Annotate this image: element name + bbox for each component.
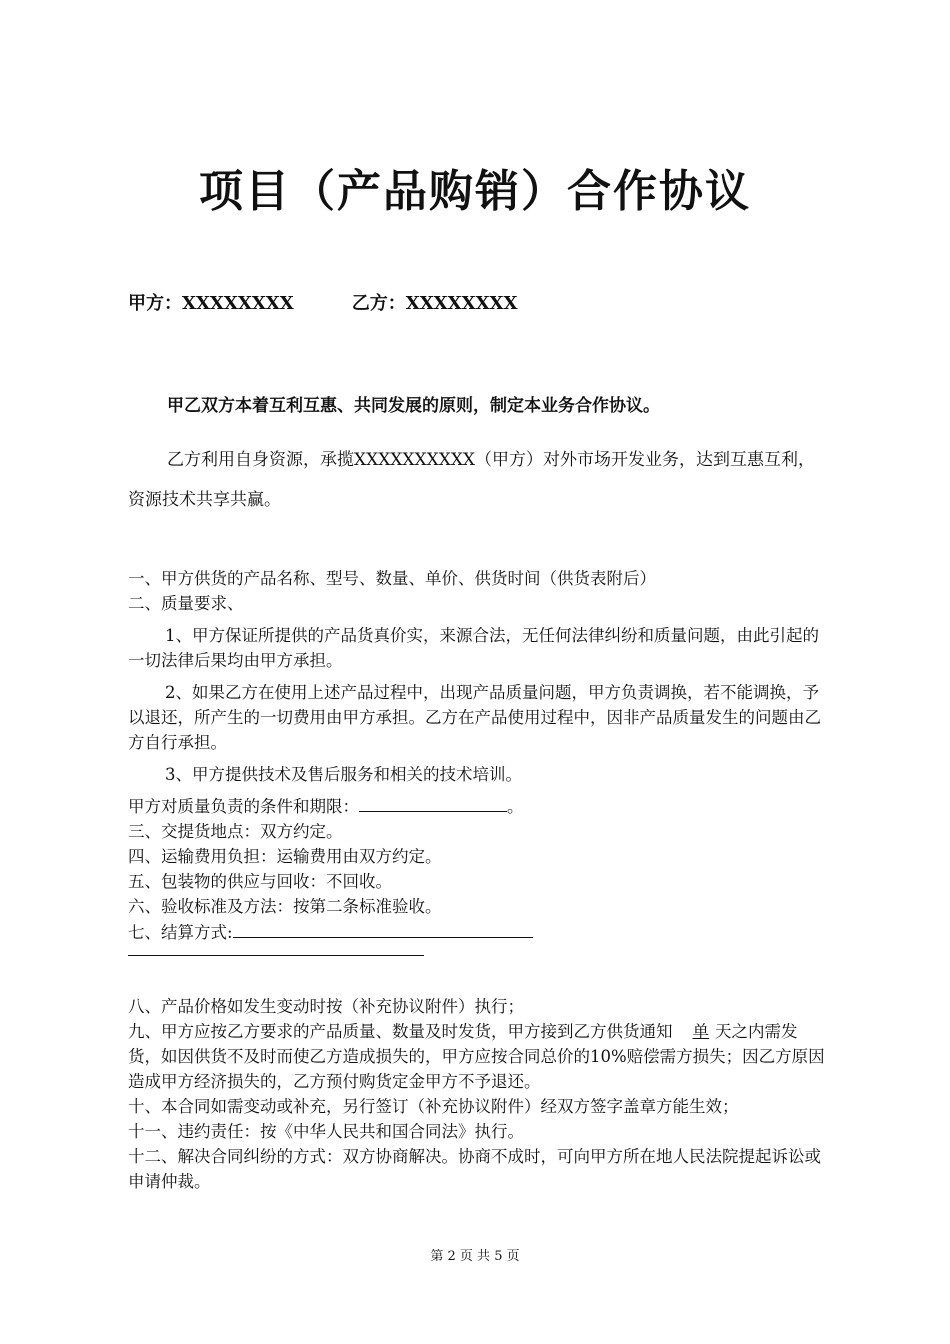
clause-5: 五、包装物的供应与回收：不回收。 <box>128 872 392 891</box>
clause-10: 十、本合同如需变动或补充，另行签订（补充协议附件）经双方签字盖章方能生效； <box>128 1097 739 1116</box>
clause-9-rest: 天之内需发货，如因供货不及时而使乙方造成损失的，甲方应按合同总价的10%赔偿需方损失；因乙方原因造成甲方经济损失的，乙方预付购货定金甲方不予退还。 <box>128 1022 825 1091</box>
clause-2-1: 1、甲方保证所提供的产品货真价实，来源合法，无任何法律纠纷和质量问题，由此引起的一切法律后果均由甲方承担。 <box>128 626 819 670</box>
clause-8: 八、产品价格如发生变动时按（补充协议附件）执行； <box>128 997 524 1016</box>
quality-terms-line <box>128 793 828 819</box>
clause-9 <box>128 1019 828 1094</box>
clause-11: 十一、违约责任：按《中华人民共和国合同法》执行。 <box>128 1122 524 1141</box>
clause-2-3: 3、甲方提供技术及售后服务和相关的技术培训。 <box>165 765 522 784</box>
clauses-section <box>128 566 828 1194</box>
clause-6: 六、验收标准及方法：按第二条标准验收。 <box>128 897 442 916</box>
clause-4: 四、运输费用负担：运输费用由双方约定。 <box>128 847 442 866</box>
page-footer: 第 2 页 共 5 页 <box>430 1249 520 1264</box>
quality-terms-suffix: 。 <box>507 797 524 816</box>
settlement-blank-continuation <box>128 945 424 956</box>
clause-7: 七、结算方式: <box>128 923 233 942</box>
intro-principle: 甲乙双方本着互利互惠、共同发展的原则，制定本业务合作协议。 <box>167 396 660 416</box>
parties-line <box>128 290 517 318</box>
intro-paragraph: 乙方利用自身资源，承揽XXXXXXXXXX（甲方）对外市场开发业务，达到互惠互利，资源技术共享共赢。 <box>128 450 816 510</box>
party-b: 乙方：XXXXXXXX <box>351 293 518 314</box>
settlement-blank <box>233 919 533 938</box>
quality-terms-label: 甲方对质量负责的条件和期限： <box>128 797 359 816</box>
party-a: 甲方：XXXXXXXX <box>128 293 294 314</box>
clause-2: 二、质量要求、 <box>128 594 244 613</box>
clause-9-text: 九、甲方应按乙方要求的产品质量、数量及时发货，甲方接到乙方供货通知 <box>128 1022 673 1041</box>
clause-7-line <box>128 919 828 945</box>
clause-1: 一、甲方供货的产品名称、型号、数量、单价、供货时间（供货表附后） <box>128 569 656 588</box>
quality-terms-blank <box>359 793 507 812</box>
clause-12: 十二、解决合同纠纷的方式：双方协商解决。协商不成时，可向甲方所在地人民法院提起诉讼或申请仲裁。 <box>128 1147 821 1191</box>
clause-3: 三、交提货地点：双方约定。 <box>128 822 343 841</box>
document-title: 项目（产品购销）合作协议 <box>199 166 751 217</box>
notice-days-blank: 单 <box>692 1022 709 1041</box>
clause-2-2: 2、如果乙方在使用上述产品过程中，出现产品质量问题，甲方负责调换，若不能调换，予以退还，所产生的一切费用由甲方承担。乙方在产品使用过程中，因非产品质量发生的问题由乙方自行承担。 <box>128 683 821 752</box>
